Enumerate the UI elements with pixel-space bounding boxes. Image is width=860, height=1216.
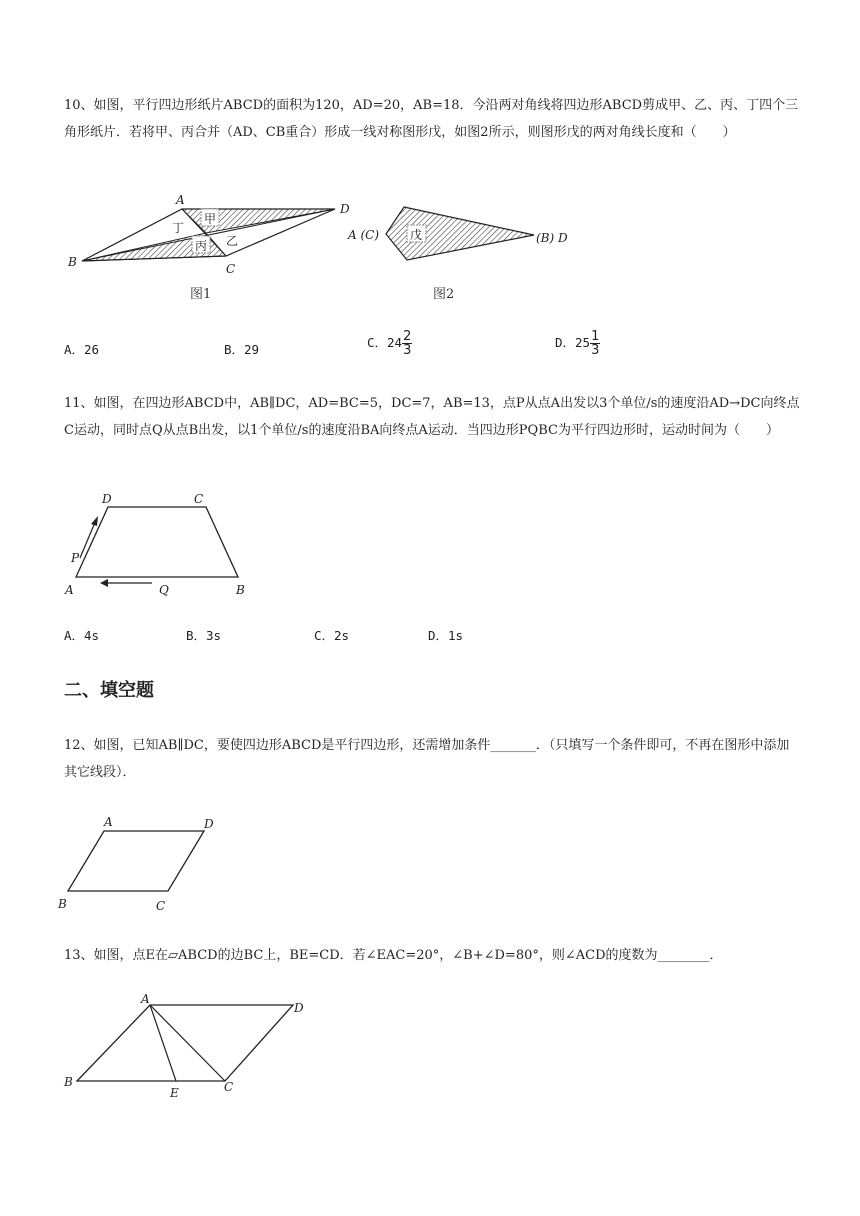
arrow-q-head [100, 579, 108, 587]
vertex-left-label: A (C) [348, 228, 380, 242]
q10-option-a[interactable]: A．26 [64, 342, 100, 357]
label-ding: 丁 [172, 221, 185, 235]
label-bing: 丙 [195, 239, 208, 253]
vertex-b: B [64, 1075, 73, 1089]
vertex-b: B [58, 897, 67, 911]
point-q: Q [159, 583, 169, 597]
vertex-c: C [226, 262, 236, 276]
segment-ac [150, 1005, 225, 1081]
question-10-text: 10、如图，平行四边形纸片ABCD的面积为120，AD=20，AB=18．今沿两对角线将四边形ABCD剪成甲、乙、丙、丁四个三角形纸片．若将甲、丙合并（AD、CB重合）形成一线对称图形戊，如图2所示，则图形戊的两对角线长度和（ ） [64, 98, 799, 140]
q10-figure-1 [62, 192, 362, 304]
arrow-p-head [91, 516, 98, 526]
vertex-a: A [141, 992, 150, 1006]
vertex-d: D [340, 202, 350, 216]
figure-2-caption: 图2 [433, 287, 455, 302]
vertex-c: C [194, 492, 204, 506]
fraction-numerator: 2 [403, 329, 412, 344]
vertex-a: A [104, 815, 113, 829]
vertex-c: C [156, 899, 166, 913]
vertex-b: B [236, 583, 245, 597]
vertex-d: D [102, 492, 112, 506]
vertex-a: A [176, 193, 185, 207]
q11-option-b[interactable]: B．3s [186, 628, 222, 643]
fraction-numerator: 1 [591, 329, 600, 344]
section-title: 二、填空题 [64, 680, 154, 701]
label-wu: 戊 [410, 228, 423, 242]
label-yi: 乙 [226, 234, 239, 248]
point-p: P [71, 551, 80, 565]
q10-figure-2 [344, 196, 584, 304]
q10-option-d[interactable] [555, 330, 600, 357]
trapezoid-abcd [76, 507, 238, 577]
parallelogram-abcd [68, 831, 204, 891]
vertex-c: C [224, 1080, 234, 1094]
q10-option-c-prefix: C．24 [367, 335, 403, 350]
q10-option-c-fraction [402, 330, 412, 357]
fraction-denominator: 3 [591, 343, 600, 358]
vertex-a: A [65, 583, 74, 597]
q12-figure [54, 812, 234, 918]
q11-option-a[interactable]: A．4s [64, 628, 100, 643]
q10-option-d-fraction [590, 330, 600, 357]
q11-figure [60, 486, 260, 602]
q11-option-c[interactable]: C．2s [314, 628, 350, 643]
question-11-text: 11、如图，在四边形ABCD中，AB∥DC，AD=BC=5，DC=7，AB=13，点P从点A出发以3个单位/s的速度沿AD→DC向终点C运动，同时点Q从点B出发，以1个单位/s的速度沿BA向终点A运动．当四边形PQBC为平行四边形时，运动时间为（ ） [64, 396, 800, 438]
figure-1-caption: 图1 [190, 287, 212, 302]
parallelogram-abcd [77, 1005, 293, 1081]
segment-ae [150, 1005, 176, 1081]
q10-option-c[interactable] [367, 330, 412, 357]
q10-option-d-prefix: D．25 [555, 335, 591, 350]
fraction-denominator: 3 [403, 343, 412, 358]
point-e: E [170, 1086, 179, 1100]
vertex-right-label: (B) D [536, 231, 568, 245]
question-12-text: 12、如图，已知AB∥DC，要使四边形ABCD是平行四边形，还需增加条件_______．（只填写一个条件即可，不再在图形中添加其它线段）． [64, 738, 790, 780]
q11-option-d[interactable]: D．1s [428, 628, 464, 643]
question-13-text: 13、如图，点E在▱ABCD的边BC上，BE=CD．若∠EAC=20°，∠B+∠D=80°，则∠ACD的度数为________． [64, 948, 723, 963]
vertex-b: B [68, 255, 77, 269]
label-jia: 甲 [204, 212, 217, 226]
q13-figure [60, 990, 320, 1106]
q10-option-b[interactable]: B．29 [224, 342, 260, 357]
vertex-d: D [204, 817, 214, 831]
vertex-d: D [294, 1001, 304, 1015]
